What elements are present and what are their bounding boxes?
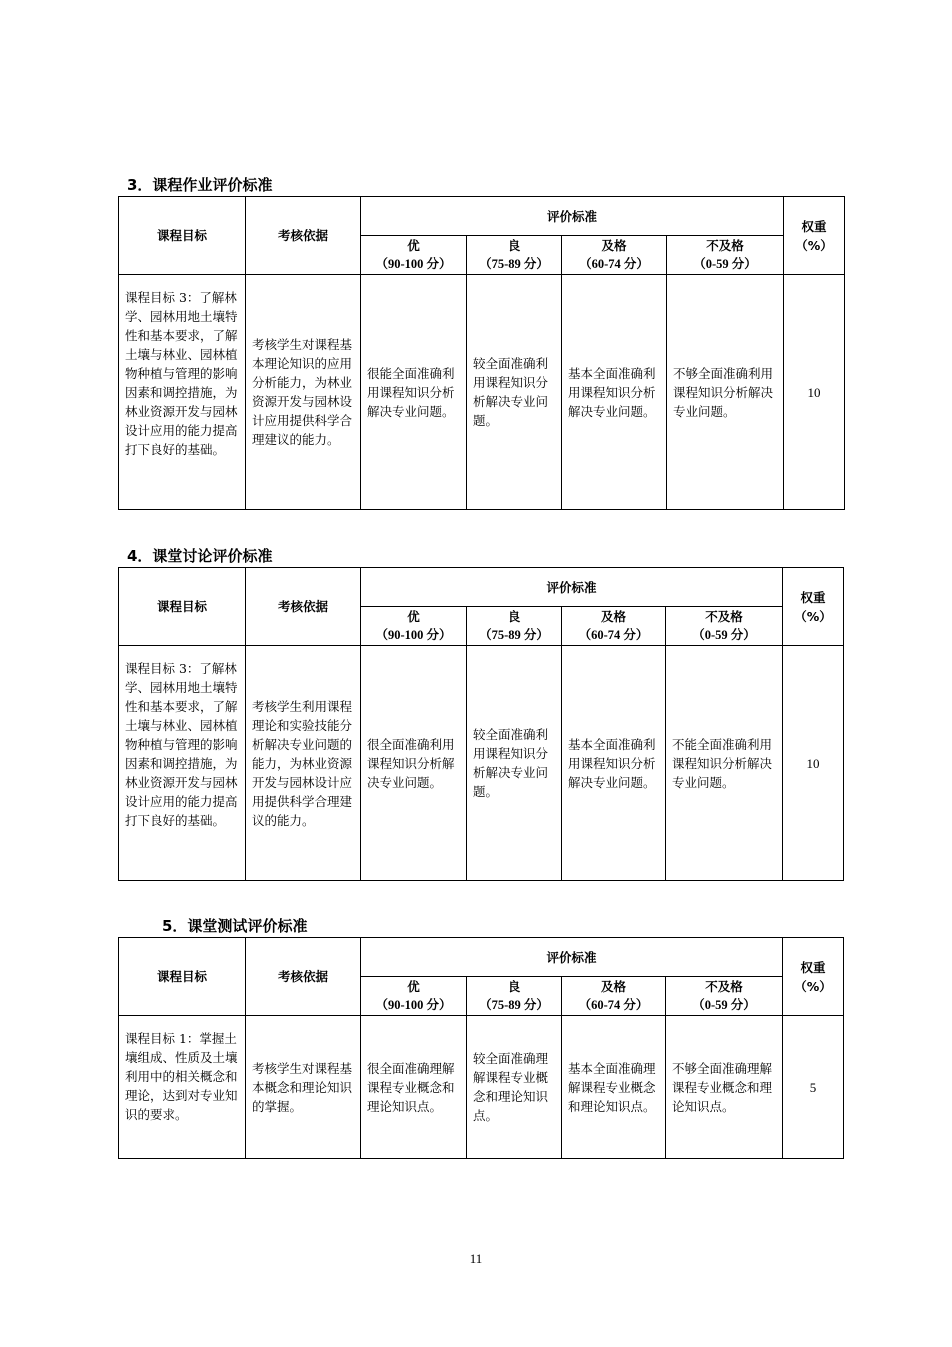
cell-weight: 10 xyxy=(784,275,845,510)
cell-excellent: 很全面准确利用课程知识分析解决专业问题。 xyxy=(361,646,467,881)
section-title-discussion: 4．课堂讨论评价标准 xyxy=(127,547,273,565)
header-grade-pass xyxy=(562,607,666,646)
header-grade-good xyxy=(467,607,562,646)
header-weight: 权重（%） xyxy=(784,197,845,275)
header-grade-good xyxy=(467,977,562,1016)
grade-name: 优 xyxy=(407,238,420,253)
grade-name: 优 xyxy=(407,979,420,994)
header-grade-good xyxy=(467,236,562,275)
cell-excellent: 很能全面准确利用课程知识分析解决专业问题。 xyxy=(361,275,467,510)
cell-basis: 考核学生对课程基本概念和理论知识的掌握。 xyxy=(246,1016,361,1159)
header-grade-fail xyxy=(666,607,783,646)
header-grade-excellent xyxy=(361,977,467,1016)
cell-pass: 基本全面准确利用课程知识分析解决专业问题。 xyxy=(562,646,666,881)
cell-weight: 5 xyxy=(783,1016,844,1159)
grade-name: 良 xyxy=(507,238,521,253)
header-grade-excellent xyxy=(361,236,467,275)
header-grade-fail xyxy=(667,236,784,275)
cell-pass: 基本全面准确理解课程专业概念和理论知识点。 xyxy=(562,1016,666,1159)
grade-name: 不及格 xyxy=(705,979,743,994)
header-weight: 权重（%） xyxy=(783,938,844,1016)
discussion-evaluation-table xyxy=(118,567,844,881)
page-number: 11 xyxy=(469,1251,483,1266)
header-grade-pass xyxy=(562,977,666,1016)
header-weight: 权重（%） xyxy=(783,568,844,646)
cell-good: 较全面准确利用课程知识分析解决专业问题。 xyxy=(467,646,562,881)
grade-range: （0-59 分） xyxy=(693,257,757,271)
cell-good: 较全面准确理解课程专业概念和理论知识点。 xyxy=(467,1016,562,1159)
grade-range: （75-89 分） xyxy=(479,628,549,642)
header-grade-pass xyxy=(562,236,667,275)
section-title-homework: 3．课程作业评价标准 xyxy=(127,176,273,194)
grade-range: （90-100 分） xyxy=(375,998,452,1012)
grade-range: （90-100 分） xyxy=(375,628,452,642)
cell-objective: 课程目标 3：了解林学、园林用地土壤特性和基本要求，了解土壤与林业、园林植物种植与管理的影响因素和调控措施，为林业资源开发与园林设计应用的能力提高打下良好的基础。 xyxy=(119,275,246,510)
grade-name: 不及格 xyxy=(705,609,743,624)
cell-basis: 考核学生利用课程理论和实验技能分析解决专业问题的能力，为林业资源开发与园林设计应用提供科学合理建议的能力。 xyxy=(246,646,361,881)
cell-fail: 不能全面准确利用课程知识分析解决专业问题。 xyxy=(666,646,783,881)
grade-range: （60-74 分） xyxy=(578,998,649,1012)
quiz-evaluation-table xyxy=(118,937,844,1159)
grade-range: （0-59 分） xyxy=(692,628,756,642)
grade-name: 及格 xyxy=(600,979,626,994)
header-basis: 考核依据 xyxy=(246,568,361,646)
cell-pass: 基本全面准确利用课程知识分析解决专业问题。 xyxy=(562,275,667,510)
header-objective: 课程目标 xyxy=(119,938,246,1016)
grade-range: （75-89 分） xyxy=(479,998,549,1012)
grade-name: 良 xyxy=(507,979,521,994)
header-basis: 考核依据 xyxy=(246,938,361,1016)
header-grade-fail xyxy=(666,977,783,1016)
grade-range: （75-89 分） xyxy=(479,257,549,271)
header-criteria: 评价标准 xyxy=(361,197,784,236)
cell-weight: 10 xyxy=(783,646,844,881)
grade-name: 优 xyxy=(407,609,420,624)
grade-range: （60-74 分） xyxy=(578,628,649,642)
header-criteria: 评价标准 xyxy=(361,938,783,977)
cell-excellent: 很全面准确理解课程专业概念和理论知识点。 xyxy=(361,1016,467,1159)
grade-name: 及格 xyxy=(600,609,626,624)
cell-fail: 不够全面准确理解课程专业概念和理论知识点。 xyxy=(666,1016,783,1159)
grade-name: 及格 xyxy=(601,238,627,253)
homework-evaluation-table xyxy=(118,196,845,510)
cell-objective: 课程目标 3：了解林学、园林用地土壤特性和基本要求，了解土壤与林业、园林植物种植与管理的影响因素和调控措施，为林业资源开发与园林设计应用的能力提高打下良好的基础。 xyxy=(119,646,246,881)
cell-basis: 考核学生对课程基本理论知识的应用分析能力，为林业资源开发与园林设计应用提供科学合理建议的能力。 xyxy=(246,275,361,510)
header-basis: 考核依据 xyxy=(246,197,361,275)
grade-name: 不及格 xyxy=(706,238,744,253)
header-grade-excellent xyxy=(361,607,467,646)
grade-name: 良 xyxy=(507,609,521,624)
cell-objective: 课程目标 1：掌握土壤组成、性质及土壤利用中的相关概念和理论，达到对专业知识的要求。 xyxy=(119,1016,246,1159)
grade-range: （60-74 分） xyxy=(579,257,649,271)
grade-range: （90-100 分） xyxy=(375,257,452,271)
header-objective: 课程目标 xyxy=(119,568,246,646)
section-title-quiz: 5．课堂测试评价标准 xyxy=(162,917,308,935)
header-criteria: 评价标准 xyxy=(361,568,783,607)
cell-fail: 不够全面准确利用课程知识分析解决专业问题。 xyxy=(667,275,784,510)
cell-good: 较全面准确利用课程知识分析解决专业问题。 xyxy=(467,275,562,510)
grade-range: （0-59 分） xyxy=(692,998,756,1012)
header-objective: 课程目标 xyxy=(119,197,246,275)
